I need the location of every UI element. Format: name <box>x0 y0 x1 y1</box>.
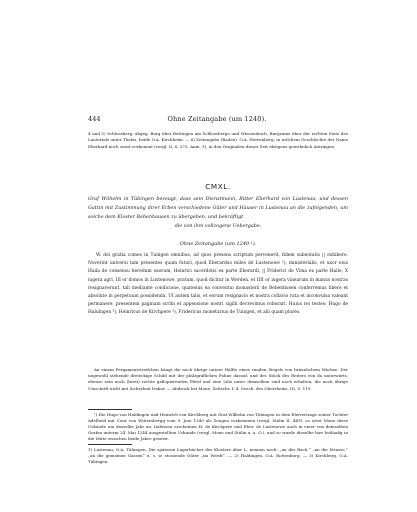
seal-note-text: An einem Pergamentstreifchen hängt die noch übrige untere Hälfte eines runden Siegels von bräunlichem Wachse. Der ungewohl stehende dreieckige Schild mit der pfalzgräflichen Fahne darauf, und des Stück des Reiters von da unterwärts, ebenso sein noch (breit) rechte gallopierenden Pferd und eine Lilie unter demselben sind noch erhalten, die noch übrige Umschrift nicht mit Sicherheit lesbar. — Abdruck bei Mone, Zeitschr. f. d. Gesch. des Oberrheins, III, S. 119. <box>88 367 348 391</box>
dating-footnote-text: ¹) Die Hugo von Haldingen und Heinrich von Kirchberg mit Graf Wilhelm von Tübingen in dem Ehevertrage seiner Tochter Adelheid mit Conr von Wittembergg vom 9. Juni 1240 als Zeugen vorkommen (vergl. Stälin II, 449), so setzt Mone diese Urkunde um dasselbe Jahr an. Indessen erscheinen H. de Kirchpere und Eber. de Lustenowe auch in einer von demselben Grafen unterm 24. Mai 1244 ausgestellten Urkunde (vergl. Mone und Stälin a. a. O.), und so wurde dieselbe hier beiläufig in die Mitte zwischen beide Jahre gesetzt. <box>88 412 348 442</box>
seal-note <box>88 367 348 392</box>
document-summary <box>88 195 348 231</box>
summary-last-line: die von ihm vollzogene Uebergabe. <box>174 222 262 229</box>
page-number: 444 <box>88 115 101 123</box>
charter-paragraph: W. dei gratia comes in Tuingen omnibus, ad quos presens scriptum pervenerit, fidem subnotatis || exhibere. Noverint universi tam presentes quam futuri, quod Eberardus miles dé Lustenowe ¹), ministerialis, et uxor eius Haila de consensu heredum suorum, Heinrici sacerdotis ex parte Eberardi, || Friderici de Vima ex parte Haile, X iugera agri, III or domos in Lustenowe, pratum, quod dicitur in Werden, et IIII or iugera vinearum in manus nostras resignaverunt, tali mediante condicione, quatenus ea conventui monasterii de Bebenhusen conferremus libere et absolute in perpetuum possidenda. Ut autem talis, et eorum resignacio et nostra collacio rata et inconvulsa valeant permanere, presentem paginam scribi et appensione nostri sigilli decrevimus roborari. Huius rei testes: Hugo de Halulngen ³), Heinricus de Kirchpere ³), Fridericus monetarius de Tuingen, et alii quam plures. <box>88 253 348 316</box>
place-footnote-text: 1) Lustenau, O.A. Tübingen. Die späteren Lagerbücher des Klosters über L. nennen noch: „an des Bach,“ „an die Strasse,“ „an die gemeinen Gassen“ u. s. w. stossende Güter „im Werdt“. — 2) Haldingen, O.A. Rottenburg. — 3) Kirchberg, O.A. Tübingen. <box>88 447 348 465</box>
date-line: Ohne Zeitangabe (um 1240 ¹). <box>179 241 257 247</box>
top-footnote: 4 und 5) Schlossberg, abgeg. Burg über Bettingen am Schlossberge und Wiesendeich, Burgruine über der rechten Seite des Lautertals unter Thales, beide O.A. Kirchheim. — 6) Zeitangabe (Baden). O.A. Herrenberg; in welchem Geschlechte der Name Eberhard noch sonst vorkommt (vergl. II, S. 372, Anm. 3), in den Originalen dieser Zeit übrigens gewöhnlich Antringen. <box>88 131 348 149</box>
charter-text <box>88 252 348 318</box>
running-title: Ohne Zeitangabe (um 1240). <box>167 115 267 123</box>
place-footnote <box>88 447 348 465</box>
dating-footnote <box>88 412 348 442</box>
footnote-divider-2 <box>88 444 132 445</box>
summary-text: Graf Wilhelm in Tübingen bezeugt, dass sein Dienstmann, Ritter Eberhard von Lustenau, und dessen Gattin mit Zustimmung ihrer Erben verschiedene Güter und Häuser in Lustenau an die zufolgenden, um solche dem Kloster Bebenhausen zu übergeben, und bekräftigt <box>88 196 348 220</box>
running-header <box>88 115 346 124</box>
footnote-divider <box>88 409 132 410</box>
document-number: CMXL. <box>205 182 231 191</box>
